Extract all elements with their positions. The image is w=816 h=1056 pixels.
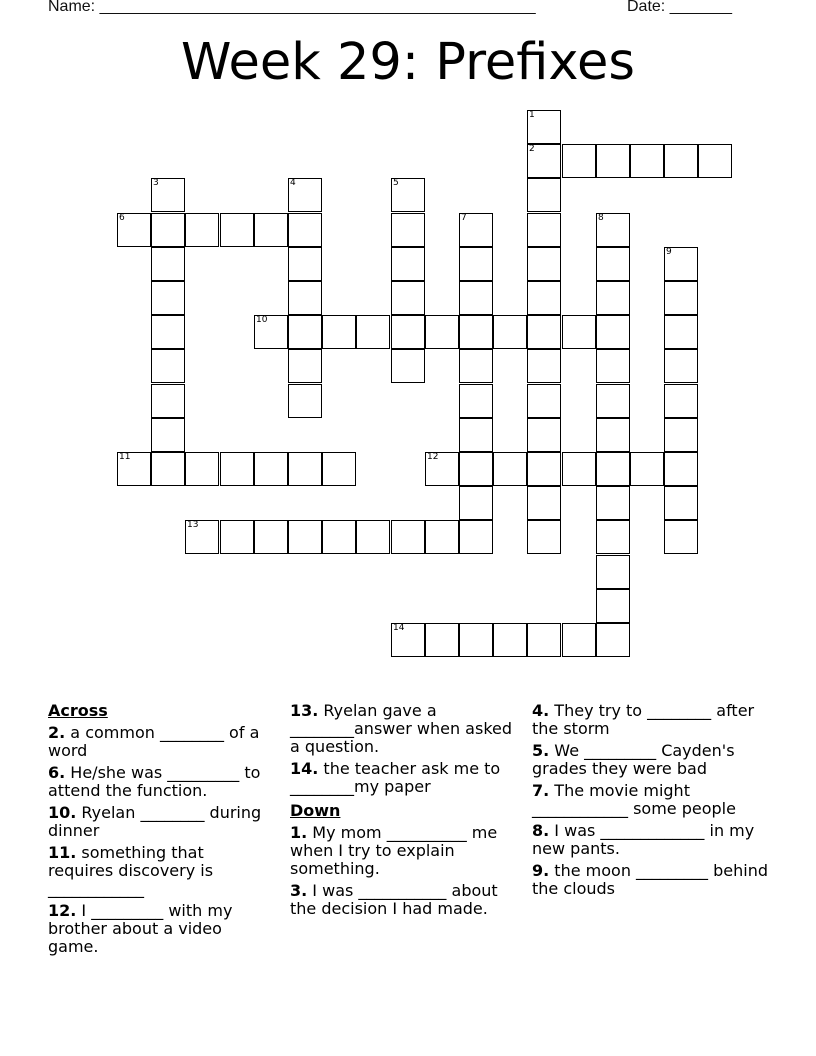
grid-cell[interactable] [288,247,322,281]
grid-cell[interactable] [391,315,425,349]
grid-cell[interactable] [288,384,322,418]
grid-cell[interactable] [185,452,219,486]
grid-cell[interactable] [459,520,493,554]
grid-cell[interactable] [117,452,151,486]
clues-column-3 [532,702,768,902]
grid-cell[interactable] [391,281,425,315]
clue-number: 5. [532,741,550,760]
clue-down-1 [290,824,518,878]
grid-cell[interactable] [527,520,561,554]
grid-cell[interactable] [664,144,698,178]
grid-cell[interactable] [562,144,596,178]
grid-cell[interactable] [425,520,459,554]
grid-cell[interactable] [288,520,322,554]
grid-cell[interactable] [288,281,322,315]
grid-cell[interactable] [596,623,630,657]
clue-number: 11. [48,843,77,862]
grid-cell[interactable] [391,520,425,554]
grid-cell[interactable] [425,623,459,657]
grid-cell[interactable] [596,486,630,520]
grid-cell[interactable] [356,315,390,349]
cell-number: 13 [187,520,199,530]
grid-cell[interactable] [459,486,493,520]
cell-number: 12 [427,452,439,462]
grid-cell[interactable] [562,452,596,486]
grid-cell[interactable] [425,315,459,349]
grid-cell[interactable] [664,486,698,520]
grid-cell[interactable] [254,315,288,349]
grid-cell[interactable] [664,452,698,486]
cell-number: 4 [290,178,296,188]
grid-cell[interactable] [391,623,425,657]
down-heading: Down [290,801,341,820]
grid-cell[interactable] [596,281,630,315]
clue-across-14 [290,760,518,796]
clue-text: the teacher ask me to ________my paper [290,759,501,796]
grid-cell[interactable] [254,452,288,486]
grid-cell[interactable] [596,213,630,247]
cell-number: 1 [529,110,535,120]
grid-cell[interactable] [527,349,561,383]
grid-cell[interactable] [698,144,732,178]
clue-number: 4. [532,701,550,720]
clues-column-1 [48,702,273,960]
cell-number: 14 [393,623,405,633]
grid-cell[interactable] [596,555,630,589]
clue-down-3 [290,882,518,918]
grid-cell[interactable] [527,178,561,212]
clue-across-12 [48,902,273,956]
clue-text: Ryelan ________ during dinner [48,803,262,840]
clue-number: 9. [532,861,550,880]
grid-cell[interactable] [322,520,356,554]
grid-cell[interactable] [254,520,288,554]
clue-text: Ryelan gave a ________answer when asked a question. [290,701,513,756]
grid-cell[interactable] [596,589,630,623]
grid-cell[interactable] [391,213,425,247]
grid-cell[interactable] [596,247,630,281]
grid-cell[interactable] [664,315,698,349]
clue-down-8 [532,822,768,858]
grid-cell[interactable] [596,315,630,349]
clue-text: I _________ with my brother about a video game. [48,901,233,956]
grid-cell[interactable] [596,349,630,383]
grid-cell[interactable] [664,349,698,383]
grid-cell[interactable] [151,213,185,247]
grid-cell[interactable] [220,520,254,554]
clue-across-10 [48,804,273,840]
grid-cell[interactable] [527,110,561,144]
clue-text: something that requires discovery is ____________ [48,843,214,898]
grid-cell[interactable] [117,213,151,247]
grid-cell[interactable] [527,418,561,452]
cell-number: 3 [153,178,159,188]
across-heading: Across [48,701,108,720]
grid-cell[interactable] [459,213,493,247]
clue-number: 12. [48,901,77,920]
grid-cell[interactable] [185,520,219,554]
grid-cell[interactable] [664,418,698,452]
grid-cell[interactable] [459,418,493,452]
grid-cell[interactable] [459,349,493,383]
grid-cell[interactable] [288,178,322,212]
clue-text: My mom __________ me when I try to explain something. [290,823,498,878]
grid-cell[interactable] [288,452,322,486]
grid-cell[interactable] [151,247,185,281]
clue-text: the moon _________ behind the clouds [532,861,769,898]
grid-cell[interactable] [459,315,493,349]
grid-cell[interactable] [527,247,561,281]
grid-cell[interactable] [151,418,185,452]
grid-cell[interactable] [459,247,493,281]
name-field[interactable]: Name: _________________________________________________ [48,0,536,15]
cell-number: 11 [119,452,131,462]
clue-number: 7. [532,781,550,800]
grid-cell[interactable] [322,452,356,486]
cell-number: 7 [461,213,467,223]
grid-cell[interactable] [664,520,698,554]
page-title: Week 29: Prefixes [181,33,635,92]
grid-cell[interactable] [493,315,527,349]
clue-down-7 [532,782,768,818]
clue-across-6 [48,764,273,800]
grid-cell[interactable] [391,349,425,383]
grid-cell[interactable] [493,452,527,486]
clue-down-9 [532,862,768,898]
clue-across-11 [48,844,273,898]
clue-number: 6. [48,763,66,782]
clue-across-2 [48,724,273,760]
cell-number: 5 [393,178,399,188]
clue-number: 14. [290,759,319,778]
cell-number: 10 [256,315,268,325]
cell-number: 2 [529,144,535,154]
grid-cell[interactable] [664,384,698,418]
grid-cell[interactable] [664,281,698,315]
grid-cell[interactable] [151,452,185,486]
grid-cell[interactable] [220,213,254,247]
grid-cell[interactable] [527,384,561,418]
grid-cell[interactable] [391,247,425,281]
grid-cell[interactable] [596,452,630,486]
clue-text: They try to ________ after the storm [532,701,755,738]
clue-number: 2. [48,723,66,742]
grid-cell[interactable] [288,315,322,349]
grid-cell[interactable] [527,281,561,315]
grid-cell[interactable] [288,349,322,383]
grid-cell[interactable] [459,384,493,418]
clue-number: 8. [532,821,550,840]
grid-cell[interactable] [596,418,630,452]
cell-number: 8 [598,213,604,223]
grid-cell[interactable] [151,315,185,349]
grid-cell[interactable] [254,213,288,247]
grid-cell[interactable] [630,144,664,178]
grid-cell[interactable] [425,452,459,486]
grid-cell[interactable] [596,144,630,178]
grid-cell[interactable] [322,315,356,349]
grid-cell[interactable] [562,315,596,349]
grid-cell[interactable] [493,623,527,657]
clue-across-13 [290,702,518,756]
grid-cell[interactable] [596,520,630,554]
grid-cell[interactable] [151,349,185,383]
grid-cell[interactable] [664,247,698,281]
clue-down-5 [532,742,768,778]
grid-cell[interactable] [459,281,493,315]
grid-cell[interactable] [185,213,219,247]
clues-column-2 [290,702,518,922]
date-field[interactable]: Date: _______ [627,0,732,15]
grid-cell[interactable] [151,178,185,212]
grid-cell[interactable] [596,384,630,418]
clue-text: I was _____________ in my new pants. [532,821,755,858]
clue-down-4 [532,702,768,738]
grid-cell[interactable] [288,213,322,247]
grid-cell[interactable] [630,452,664,486]
cell-number: 6 [119,213,125,223]
clue-text: I was ___________ about the decision I had made. [290,881,498,918]
clue-text: We _________ Cayden's grades they were bad [532,741,735,778]
grid-cell[interactable] [151,384,185,418]
grid-cell[interactable] [527,315,561,349]
grid-cell[interactable] [527,452,561,486]
clue-text: The movie might ____________ some people [532,781,736,818]
clue-text: a common ________ of a word [48,723,260,760]
clue-number: 10. [48,803,77,822]
grid-cell[interactable] [527,623,561,657]
grid-cell[interactable] [459,623,493,657]
grid-cell[interactable] [151,281,185,315]
grid-cell[interactable] [527,213,561,247]
clue-number: 3. [290,881,308,900]
grid-cell[interactable] [527,144,561,178]
grid-cell[interactable] [459,452,493,486]
grid-cell[interactable] [562,623,596,657]
grid-cell[interactable] [391,178,425,212]
cell-number: 9 [666,247,672,257]
clue-number: 1. [290,823,308,842]
grid-cell[interactable] [220,452,254,486]
clue-text: He/she was _________ to attend the function. [48,763,261,800]
clue-number: 13. [290,701,319,720]
grid-cell[interactable] [527,486,561,520]
grid-cell[interactable] [356,520,390,554]
